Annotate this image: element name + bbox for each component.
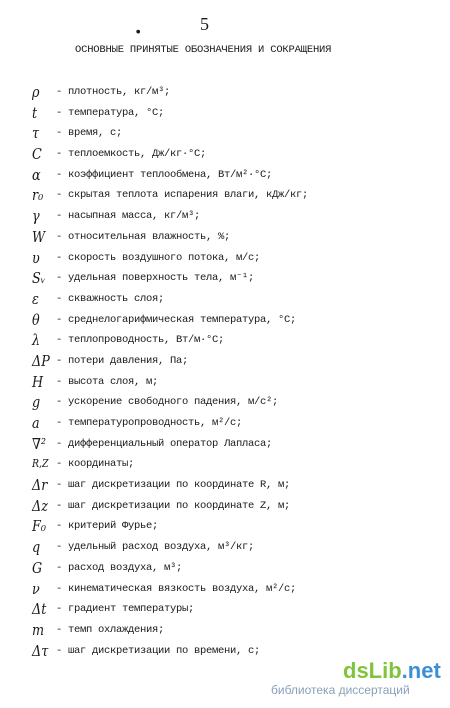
notation-list (0, 82, 450, 661)
notation-row (0, 351, 450, 372)
notation-description: - ускорение свободного падения, м/с²; (56, 396, 279, 409)
notation-symbol: Δz (32, 496, 48, 515)
notation-symbol: Δr (32, 476, 48, 495)
notation-symbol: α (32, 165, 41, 184)
notation-row (0, 599, 450, 620)
notation-row (0, 372, 450, 393)
notation-row (0, 289, 450, 310)
notation-row (0, 103, 450, 124)
notation-description: - градиент температуры; (56, 603, 195, 616)
notation-symbol: R,Z (32, 457, 49, 471)
notation-row (0, 268, 450, 289)
notation-row (0, 144, 450, 165)
notation-symbol: ν (32, 579, 40, 598)
notation-row (0, 620, 450, 641)
notation-row (0, 206, 450, 227)
notation-row (0, 248, 450, 269)
notation-symbol: q (32, 538, 41, 557)
notation-row (0, 227, 450, 248)
notation-description: - время, с; (56, 127, 123, 140)
watermark-logo: dsLib.net (343, 658, 441, 683)
notation-row (0, 516, 450, 537)
notation-description: - температуропроводность, м²/с; (56, 417, 243, 429)
notation-symbol: Sᵥ (32, 269, 46, 288)
notation-symbol: τ (32, 124, 40, 143)
notation-symbol: H (32, 372, 44, 391)
notation-description: - дифференциальный оператор Лапласа; (56, 437, 273, 450)
notation-row (0, 185, 450, 206)
notation-row (0, 330, 450, 351)
notation-symbol: ∇² (32, 434, 47, 453)
notation-symbol: t (32, 103, 38, 122)
section-heading: ОСНОВНЫЕ ПРИНЯТЫЕ ОБОЗНАЧЕНИЯ И СОКРАЩЕНИЯ (75, 44, 332, 56)
notation-row (0, 579, 450, 600)
notation-row (0, 537, 450, 558)
notation-row (0, 475, 450, 496)
notation-description: - шаг дискретизации по координате Z, м; (56, 499, 291, 512)
notation-row (0, 413, 450, 434)
notation-description: - скрытая теплота испарения влаги, кДж/кг; (56, 189, 309, 202)
notation-description: - насыпная масса, кг/м³; (56, 210, 201, 223)
notation-description: - потери давления, Па; (56, 354, 189, 367)
notation-description: - шаг дискретизации по координате R, м; (56, 479, 291, 492)
notation-symbol: a (32, 414, 40, 432)
notation-symbol: Δτ (32, 641, 49, 660)
notation-description: - координаты; (56, 458, 135, 471)
notation-description: - шаг дискретизации по времени, с; (56, 644, 261, 657)
notation-row (0, 392, 450, 413)
notation-row (0, 496, 450, 517)
notation-symbol: Δt (32, 600, 47, 619)
notation-description: - расход воздуха, м³; (56, 561, 183, 574)
notation-description: - кинематическая вязкость воздуха, м²/с; (56, 582, 297, 595)
notation-description: - скорость воздушного потока, м/с; (56, 251, 261, 264)
notation-row (0, 558, 450, 579)
notation-row (0, 641, 450, 662)
notation-description: - относительная влажность, %; (56, 230, 231, 243)
notation-description: - скважность слоя; (56, 292, 165, 305)
notation-row (0, 165, 450, 186)
notation-description: - теплопроводность, Вт/м·°С; (56, 334, 225, 347)
notation-symbol: λ (32, 331, 41, 350)
notation-description: - удельная поверхность тела, м⁻¹; (56, 272, 255, 285)
notation-description: - коэффициент теплообмена, Вт/м²·°С; (56, 168, 273, 181)
notation-symbol: ρ (32, 83, 40, 101)
notation-symbol: g (32, 393, 41, 412)
notation-description: - темп охлаждения; (56, 623, 165, 636)
watermark-subtitle: библиотека диссертаций (271, 683, 410, 697)
notation-symbol: C (32, 145, 42, 164)
notation-description: - среднелогарифмическая температура, °C; (56, 313, 297, 326)
notation-symbol: r₀ (32, 186, 44, 205)
notation-symbol: υ (32, 248, 40, 267)
notation-row (0, 454, 450, 475)
notation-symbol: m (32, 620, 45, 639)
notation-description: - критерий Фурье; (56, 520, 159, 533)
notation-description: - высота слоя, м; (56, 375, 159, 388)
notation-row (0, 310, 450, 331)
notation-row (0, 434, 450, 455)
stray-mark: • (134, 25, 143, 41)
notation-symbol: W (32, 227, 46, 246)
notation-row (0, 82, 450, 103)
notation-description: - температура, °C; (56, 106, 165, 119)
notation-description: - теплоемкость, Дж/кг·°С; (56, 148, 207, 161)
notation-description: - плотность, кг/м³; (56, 86, 171, 98)
notation-symbol: ε (32, 289, 39, 308)
notation-symbol: F₀ (32, 517, 46, 536)
notation-row (0, 123, 450, 144)
notation-symbol: ΔP (32, 351, 50, 370)
notation-symbol: θ (32, 310, 40, 329)
page-number: 5 (200, 14, 209, 34)
notation-description: - удельный расход воздуха, м³/кг; (56, 541, 255, 554)
notation-symbol: γ (32, 207, 40, 226)
notation-symbol: G (32, 558, 43, 577)
